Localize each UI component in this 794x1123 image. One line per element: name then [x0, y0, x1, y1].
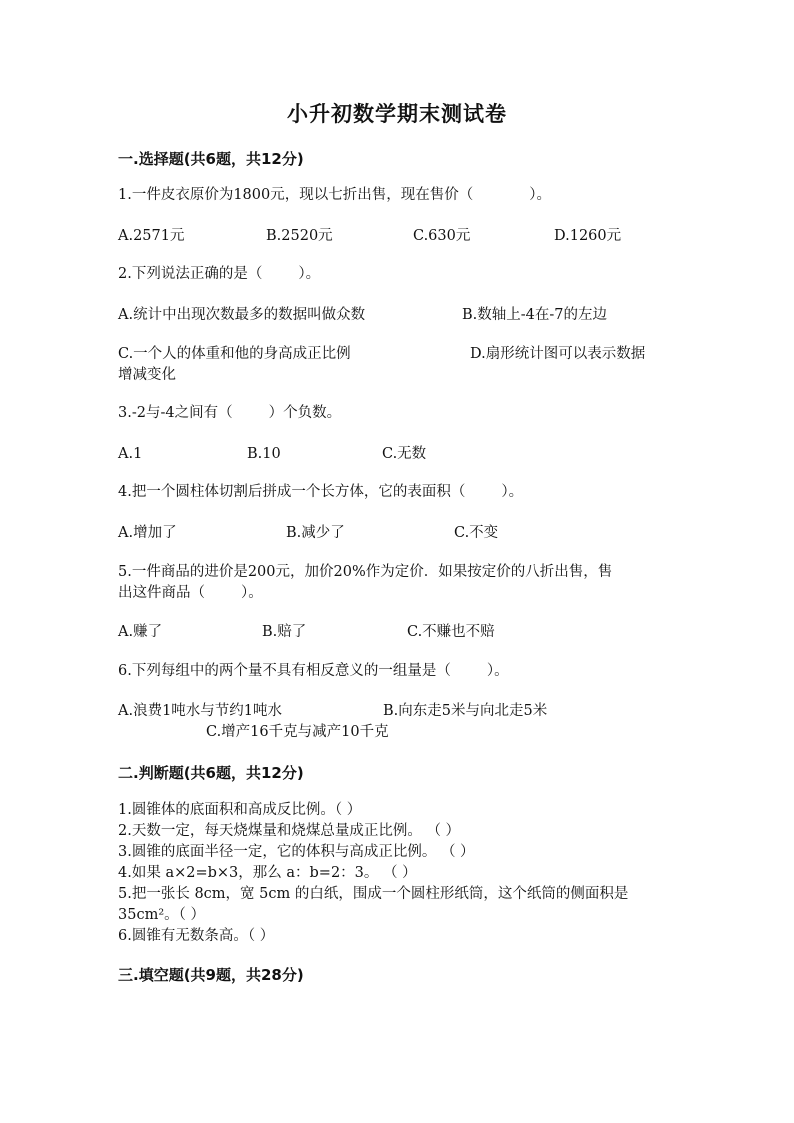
- section-heading-fill: 三.填空题(共9题，共28分): [118, 966, 304, 984]
- option-c: C.630元: [413, 228, 471, 244]
- option-c: C.不变: [454, 525, 499, 541]
- question-6: [118, 661, 678, 682]
- option-a: A.增加了: [118, 525, 177, 541]
- option-a: A.赚了: [118, 624, 163, 640]
- question-stem-end: ）。: [501, 484, 524, 500]
- question-2: [118, 264, 678, 285]
- judge-item-5-line-1: 5.把一张长 8cm，宽 5cm 的白纸，围成一个圆柱形纸筒，这个纸筒的侧面积是: [118, 886, 629, 902]
- option-b: B.2520元: [266, 228, 333, 244]
- question-stem-end: ）。: [529, 187, 551, 203]
- option-b: B.向东走5米与向北走5米: [383, 703, 548, 719]
- judge-item-2: 2.天数一定，每天烧煤量和烧煤总量成正比例。 （ ）: [118, 823, 461, 839]
- judge-item-5-line-2: 35cm²。（ ）: [118, 907, 205, 923]
- option-c: C.不赚也不赔: [407, 624, 495, 640]
- question-stem-end: ）。: [241, 585, 263, 601]
- section-heading-choice: 一.选择题(共6题，共12分): [118, 150, 304, 168]
- option-a: A.统计中出现次数最多的数据叫做众数: [118, 307, 366, 323]
- option-b: B.数轴上-4在-7的左边: [462, 307, 608, 323]
- option-a: A.2571元: [118, 228, 185, 244]
- option-b: B.减少了: [286, 525, 345, 541]
- question-4: [118, 482, 678, 503]
- question-stem: 2.下列说法正确的是（: [118, 266, 263, 282]
- option-a: A.浪费1吨水与节约1吨水: [118, 703, 283, 719]
- question-3: [118, 403, 678, 424]
- question-5-line-1: 5.一件商品的进价是200元，加价20%作为定价．如果按定价的八折出售，售: [118, 564, 613, 580]
- question-stem-end: ）。: [298, 266, 321, 282]
- judge-item-4: 4.如果 a×2=b×3，那么 a：b=2：3。 （ ）: [118, 865, 417, 881]
- section-heading-judge: 二.判断题(共6题，共12分): [118, 764, 304, 782]
- option-d: D.扇形统计图可以表示数据: [470, 346, 646, 362]
- judge-item-6: 6.圆锥有无数条高。（ ）: [118, 928, 275, 944]
- judge-item-1: 1.圆锥体的底面积和高成反比例。（ ）: [118, 802, 362, 818]
- option-b: B.赔了: [262, 624, 307, 640]
- option-c: C.增产16千克与减产10千克: [206, 724, 389, 740]
- option-c: C.一个人的体重和他的身高成正比例: [118, 346, 351, 362]
- question-stem: 出这件商品（: [118, 585, 205, 601]
- question-5-line-2: [118, 583, 678, 604]
- option-c: C.无数: [382, 446, 427, 462]
- option-b: B.10: [247, 446, 281, 462]
- question-1: [118, 185, 678, 206]
- question-stem-end: ）个负数。: [268, 405, 342, 421]
- question-stem: 1.一件皮衣原价为1800元，现以七折出售，现在售价（: [118, 187, 474, 203]
- question-stem-end: ）。: [486, 663, 509, 679]
- question-stem: 4.把一个圆柱体切割后拼成一个长方体，它的表面积（: [118, 484, 466, 500]
- question-stem: 6.下列每组中的两个量不具有相反意义的一组量是（: [118, 663, 451, 679]
- option-a: A.1: [118, 446, 143, 462]
- question-stem: 3.-2与-4之间有（: [118, 405, 233, 421]
- option-d: D.1260元: [554, 228, 622, 244]
- page-title: 小升初数学期末测试卷: [287, 101, 507, 126]
- option-d-continued: 增减变化: [118, 367, 176, 383]
- judge-item-3: 3.圆锥的底面半径一定，它的体积与高成正比例。 （ ）: [118, 844, 475, 860]
